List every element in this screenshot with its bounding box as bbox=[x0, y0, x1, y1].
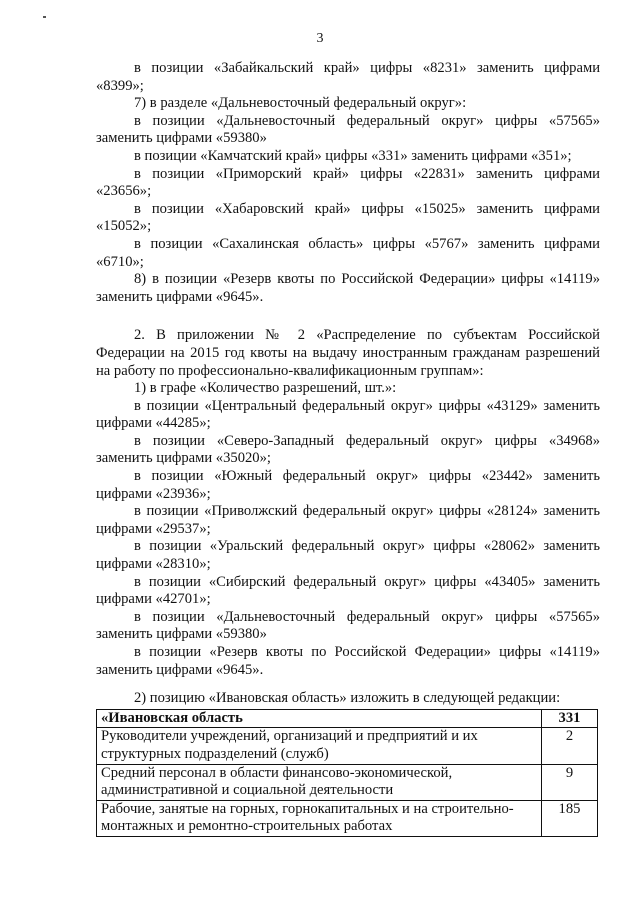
paragraph: в позиции «Центральный федеральный округ» цифры «43129» заменить цифрами «44285»; bbox=[96, 397, 600, 432]
table-cell-value: 9 bbox=[542, 764, 598, 800]
table-cell-name: Средний персонал в области финансово-экономической, административной и социальной деятельности bbox=[97, 764, 542, 800]
scan-speck bbox=[43, 16, 46, 18]
table-cell-name: «Ивановская область bbox=[97, 709, 542, 728]
paragraph: 7) в разделе «Дальневосточный федеральный округ»: bbox=[134, 95, 467, 112]
quota-table bbox=[96, 709, 598, 837]
table-row bbox=[97, 764, 598, 800]
paragraph: 2. В приложении № 2 «Распределение по субъектам Российской Федерации на 2015 год квоты на выдачу иностранным гражданам разрешений на работу по профессионально-квалификационным группам»: bbox=[96, 327, 600, 379]
table-row bbox=[97, 728, 598, 764]
paragraph: в позиции «Хабаровский край» цифры «15025» заменить цифрами «15052»; bbox=[96, 200, 600, 235]
paragraph: в позиции «Дальневосточный федеральный округ» цифры «57565» заменить цифрами «59380» bbox=[96, 608, 600, 643]
table-row bbox=[97, 800, 598, 836]
table-cell-name: Рабочие, занятые на горных, горнокапитальных и на строительно-монтажных и ремонтно-строительных работах bbox=[97, 800, 542, 836]
paragraph: в позиции «Камчатский край» цифры «331» заменить цифрами «351»; bbox=[134, 147, 572, 164]
spacer bbox=[96, 679, 600, 690]
page-number: 3 bbox=[316, 31, 324, 46]
paragraph: в позиции «Приволжский федеральный округ» цифры «28124» заменить цифрами «29537»; bbox=[96, 503, 600, 537]
document-body bbox=[96, 60, 600, 837]
table-cell-name: Руководители учреждений, организаций и предприятий и их структурных подразделений (служб) bbox=[97, 728, 542, 764]
paragraph: в позиции «Сахалинская область» цифры «5767» заменить цифрами «6710»; bbox=[96, 235, 600, 270]
paragraph: в позиции «Дальневосточный федеральный округ» цифры «57565» заменить цифрами «59380» bbox=[96, 112, 600, 147]
paragraph: в позиции «Южный федеральный округ» цифры «23442» заменить цифрами «23936»; bbox=[96, 468, 600, 502]
table-header-row bbox=[97, 709, 598, 728]
paragraph: 8) в позиции «Резерв квоты по Российской Федерации» цифры «14119» заменить цифрами «9645». bbox=[96, 271, 600, 305]
paragraph: в позиции «Сибирский федеральный округ» цифры «43405» заменить цифрами «42701»; bbox=[96, 573, 600, 608]
table-cell-value: 185 bbox=[542, 800, 598, 836]
paragraph: 1) в графе «Количество разрешений, шт.»: bbox=[134, 380, 397, 397]
paragraph: в позиции «Забайкальский край» цифры «8231» заменить цифрами «8399»; bbox=[96, 60, 600, 94]
paragraph: 2) позицию «Ивановская область» изложить в следующей редакции: bbox=[134, 690, 561, 707]
table-cell-value: 2 bbox=[542, 728, 598, 764]
table-cell-value: 331 bbox=[542, 709, 598, 728]
paragraph: в позиции «Резерв квоты по Российской Федерации» цифры «14119» заменить цифрами «9645». bbox=[96, 644, 600, 678]
paragraph: в позиции «Уральский федеральный округ» цифры «28062» заменить цифрами «28310»; bbox=[96, 538, 600, 573]
paragraph: в позиции «Северо-Западный федеральный округ» цифры «34968» заменить цифрами «35020»; bbox=[96, 432, 600, 467]
paragraph: в позиции «Приморский край» цифры «22831» заменить цифрами «23656»; bbox=[96, 165, 600, 200]
spacer bbox=[96, 306, 600, 327]
